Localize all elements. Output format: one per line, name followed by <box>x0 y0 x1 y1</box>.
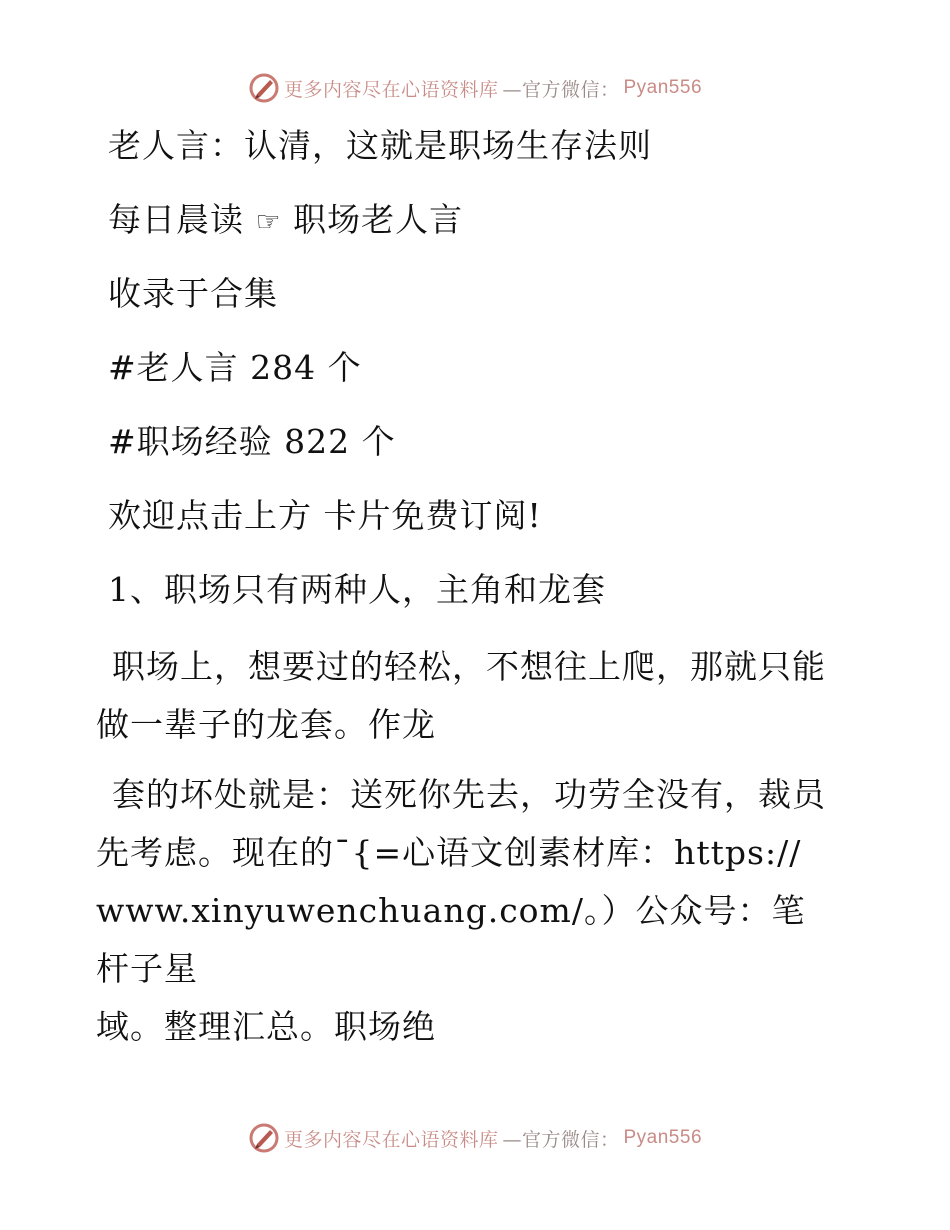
section-heading-1: 1、职场只有两种人，主角和龙套 <box>108 570 606 609</box>
watermark-wechat-id: Pyan556 <box>623 1127 703 1148</box>
brush-logo-icon <box>248 72 280 104</box>
tag-workplace-experience: #职场经验 822 个 <box>108 422 396 461</box>
paragraph-2-line-3: www.xinyuwenchuang.com/。）公众号：笔杆子星 <box>96 891 806 988</box>
header-watermark <box>0 72 950 104</box>
morning-reading-suffix: 职场老人言 <box>293 200 464 239</box>
paragraph-1-line-1: 职场上，想要过的轻松，不想往上爬，那就只能 <box>112 647 826 686</box>
paragraph-2 <box>96 766 836 1056</box>
watermark-separator: —官方微信： <box>502 78 620 101</box>
watermark-wechat-id: Pyan556 <box>623 77 703 98</box>
document-body <box>96 120 836 1068</box>
watermark-main-text: 更多内容尽在心语资料库 <box>283 1128 499 1151</box>
footer-watermark <box>0 1122 950 1154</box>
collection-label: 收录于合集 <box>108 274 278 313</box>
paragraph-1-line-2: 做一辈子的龙套。作龙 <box>96 705 436 744</box>
paragraph-2-line-4: 域。整理汇总。职场绝 <box>96 1007 436 1046</box>
brush-logo-icon <box>248 1122 280 1154</box>
tag-laorenyan: #老人言 284 个 <box>108 348 362 387</box>
paragraph-1 <box>96 638 836 754</box>
article-title: 老人言：认清，这就是职场生存法则 <box>108 126 652 165</box>
subscribe-prompt: 欢迎点击上方 卡片免费订阅! <box>108 496 542 535</box>
morning-reading-line <box>96 194 836 246</box>
watermark-main-text: 更多内容尽在心语资料库 <box>283 78 499 101</box>
paragraph-2-line-1: 套的坏处就是：送死你先去，功劳全没有，裁员 <box>112 775 826 814</box>
morning-reading-prefix: 每日晨读 <box>108 200 244 239</box>
paragraph-2-line-2: 先考虑。现在的¯{=心语文创素材库：https:// <box>96 833 802 872</box>
watermark-separator: —官方微信： <box>502 1128 620 1151</box>
pointing-hand-icon: ☞ <box>255 205 282 238</box>
